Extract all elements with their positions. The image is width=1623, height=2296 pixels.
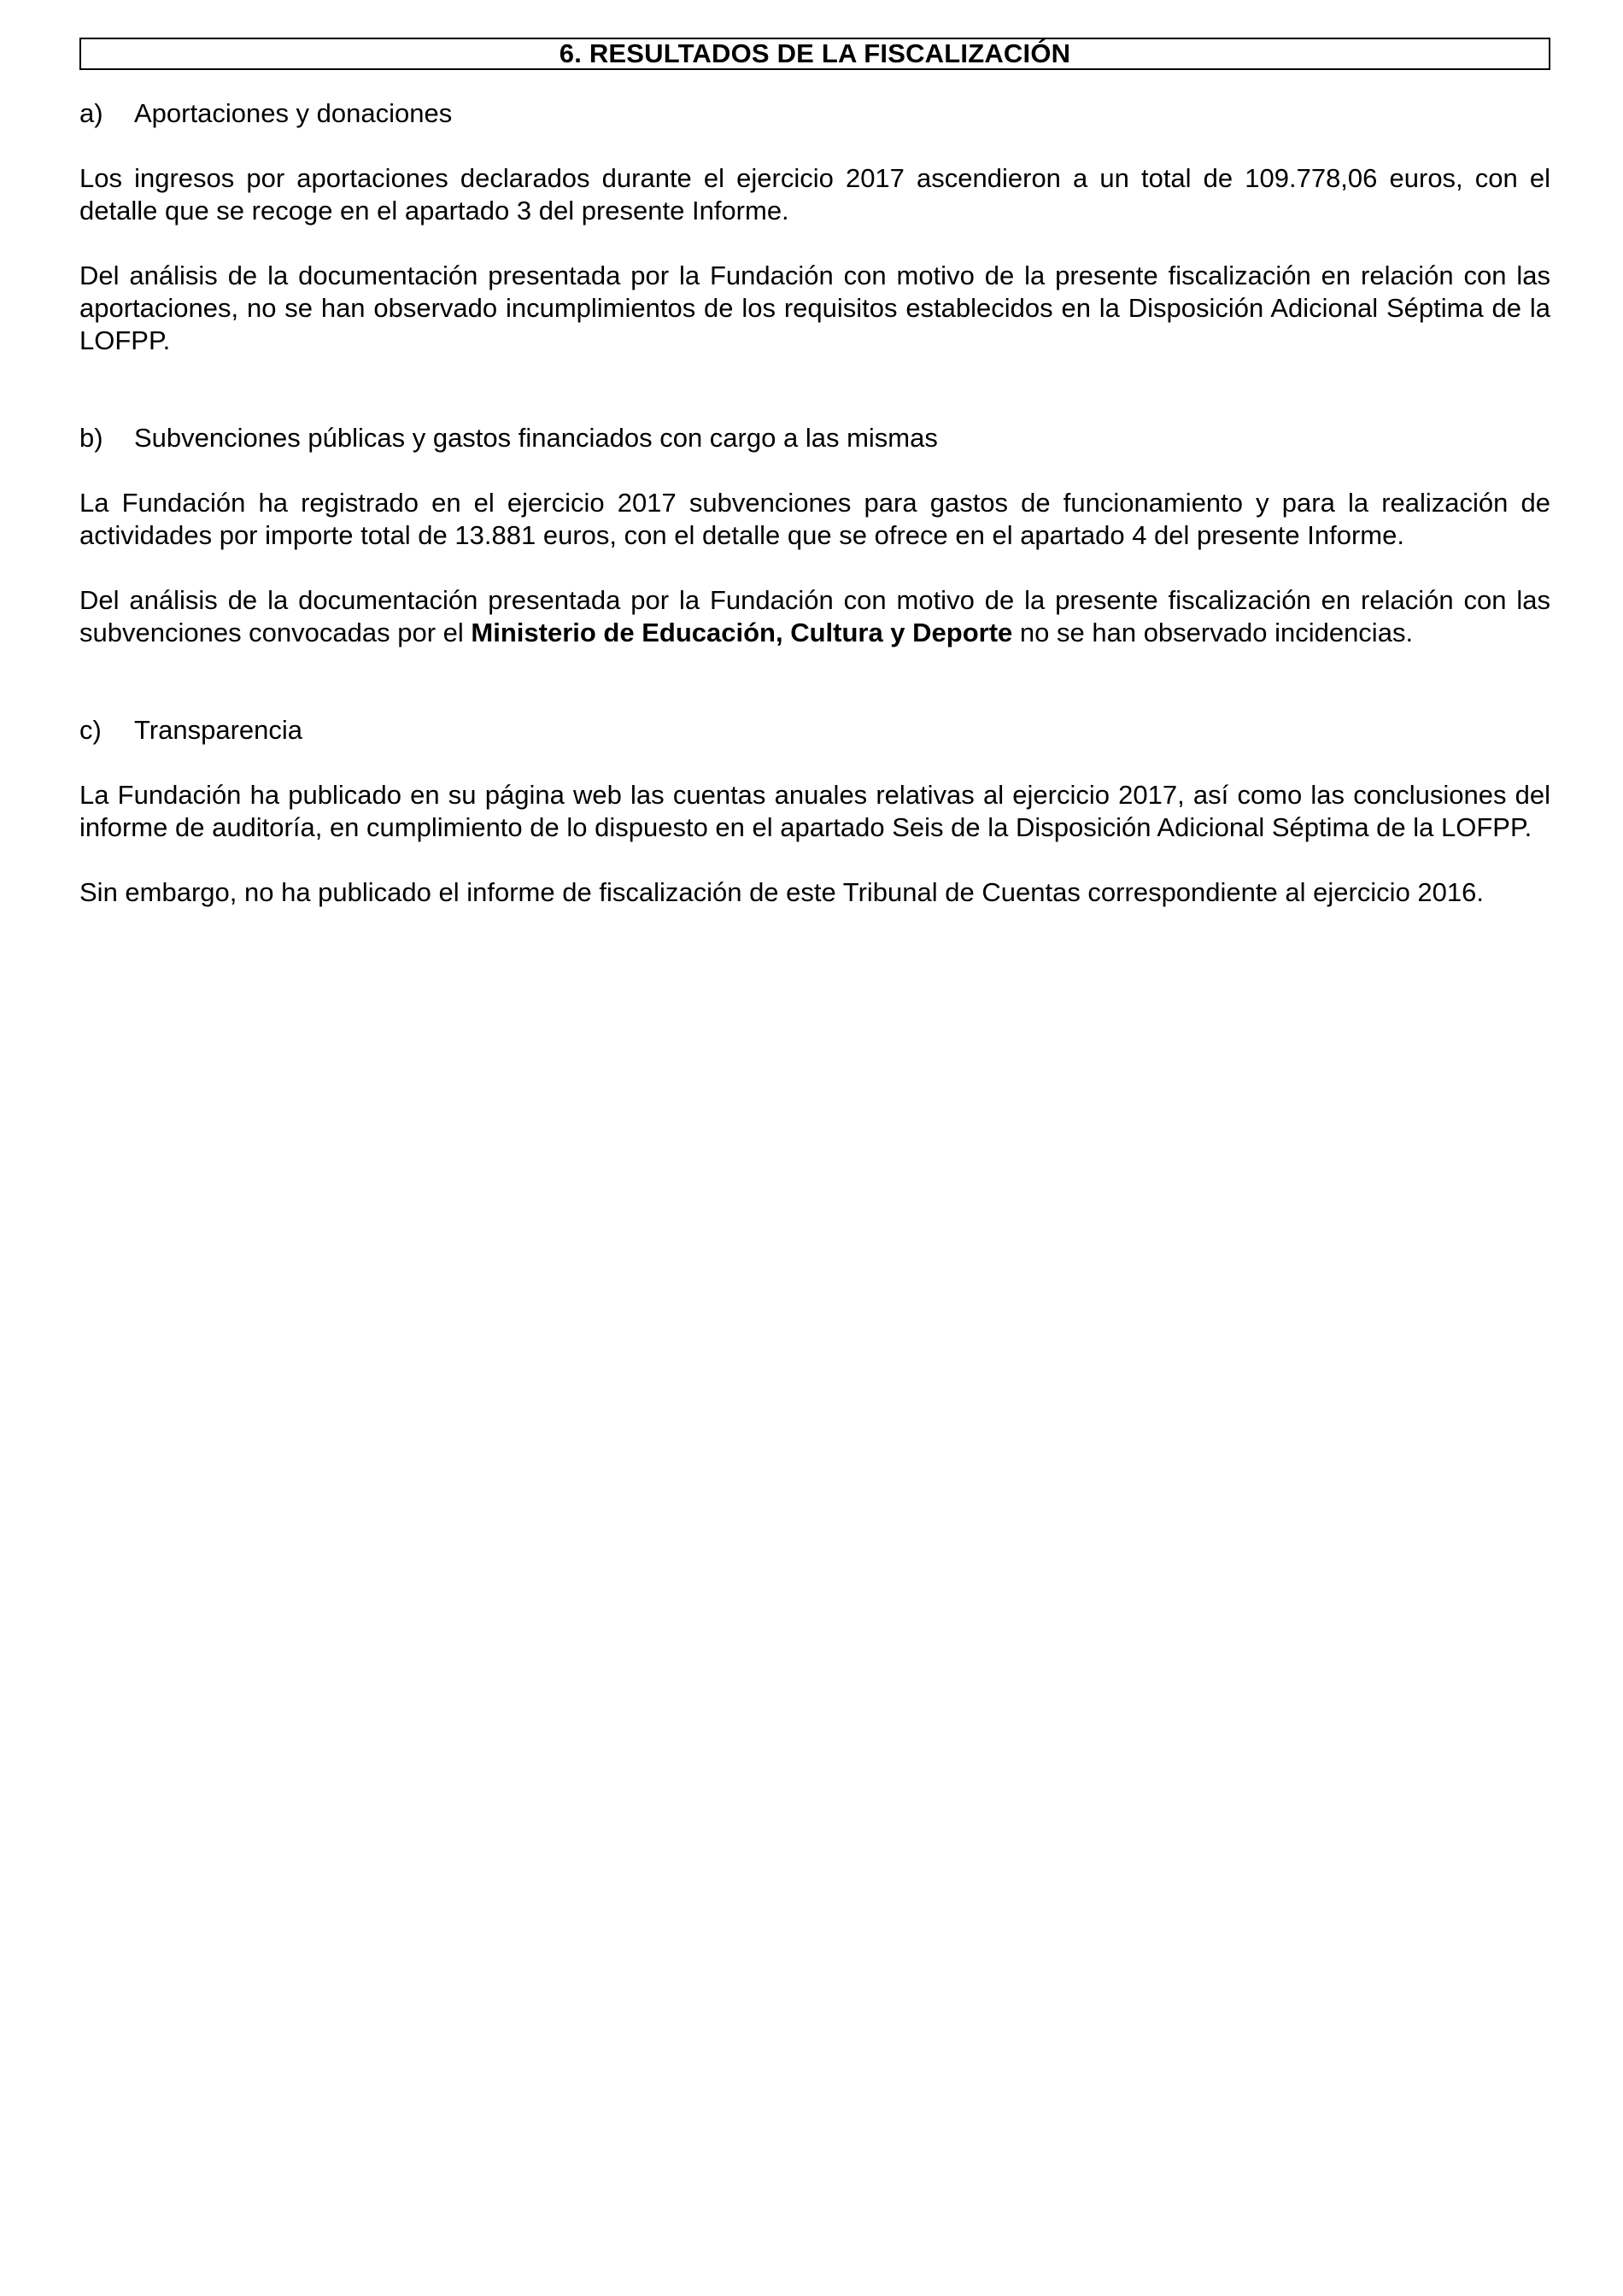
section-c-paragraph-1: La Fundación ha publicado en su página web las cuentas anuales relativas al ejercicio 2017, así como las conclusiones del informe de auditoría, en cumplimiento de lo dispuesto en el apartado Seis de la Disposición Adicional Séptima de la LOFPP. [79, 780, 1550, 842]
document-page [79, 38, 1550, 935]
section-c-title: Transparencia [134, 715, 303, 745]
section-a-heading [79, 97, 1550, 130]
ministry-name: Ministerio de Educación, Cultura y Deporte [471, 618, 1013, 647]
section-c-heading [79, 714, 1550, 747]
section-b-heading [79, 422, 1550, 454]
section-a-paragraph-1: Los ingresos por aportaciones declarados durante el ejercicio 2017 ascendieron a un total de 109.778,06 euros, con el detalle que se recoge en el apartado 3 del presente Informe. [79, 163, 1550, 226]
section-b-paragraph-1: La Fundación ha registrado en el ejercicio 2017 subvenciones para gastos de funcionamiento y para la realización de actividades por importe total de 13.881 euros, con el detalle que se ofrece en el apartado 4 del presente Informe. [79, 488, 1550, 550]
section-b-paragraph-2-end: no se han observado incidencias. [1012, 618, 1414, 647]
section-b-paragraph-2 [79, 584, 1550, 649]
section-a-title: Aportaciones y donaciones [134, 98, 453, 128]
section-title: 6. RESULTADOS DE LA FISCALIZACIÓN [79, 38, 1550, 70]
section-a-paragraph-2: Del análisis de la documentación presentada por la Fundación con motivo de la presente fiscalización en relación con las aportaciones, no se han observado incumplimientos de los requisitos establecidos en la Disposición Adicional Séptima de la LOFPP. [79, 261, 1550, 355]
section-b-title: Subvenciones públicas y gastos financiados con cargo a las mismas [134, 423, 938, 453]
section-a-letter: a) [79, 98, 103, 128]
section-c-paragraph-2: Sin embargo, no ha publicado el informe de fiscalización de este Tribunal de Cuentas correspondiente al ejercicio 2016. [79, 877, 1484, 907]
section-c-letter: c) [79, 715, 102, 745]
section-b-paragraph-2-start: Del análisis de la documentación presentada por la Fundación con motivo de la presente fiscalización en relación con las subvenciones convocadas por el [79, 585, 1550, 647]
section-b-letter: b) [79, 423, 103, 453]
